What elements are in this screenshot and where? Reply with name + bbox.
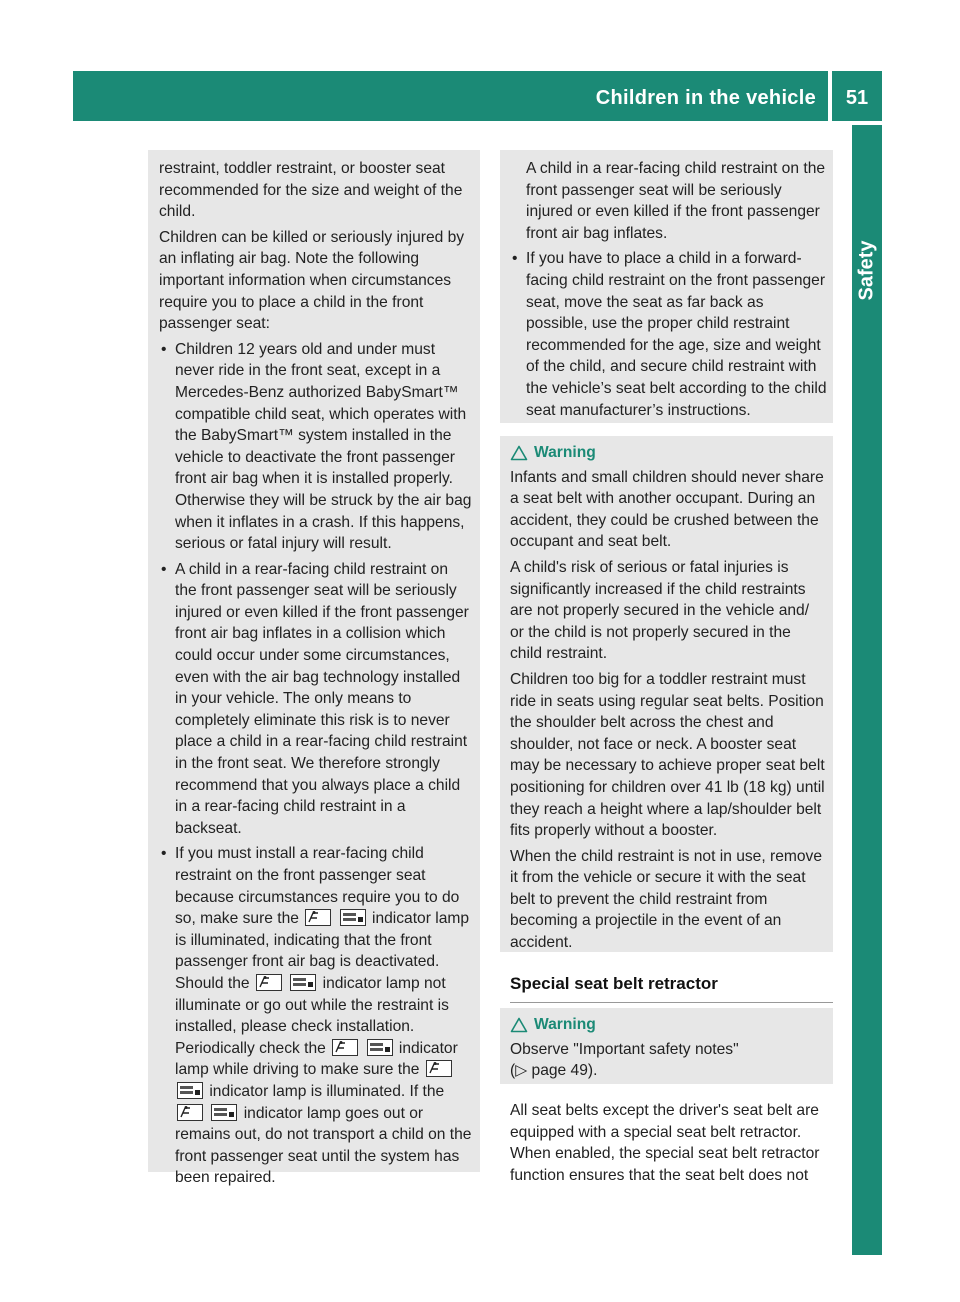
side-tab-label: Safety <box>855 239 878 301</box>
right-info-box <box>500 150 833 423</box>
chapter-title: Children in the vehicle <box>595 87 816 109</box>
warning-header <box>510 442 827 464</box>
pass-airbag-off-icon <box>177 1082 203 1099</box>
pass-airbag-off-icon <box>290 974 316 991</box>
warning-triangle-icon <box>510 1017 528 1033</box>
side-tab-label-wrap <box>852 200 882 340</box>
intro-paragraph-2: Children can be killed or seriously injured by an inflating air bag. Note the following important information when circumstances require you to place a child in the front passenger seat: <box>159 228 465 333</box>
warning-title: Warning <box>534 444 596 461</box>
list-item: • If you must install a rear-facing child restraint on the front passenger seat because circumstances require you to do so, make sure the indicator lamp is illuminated, indicating that the front passenger front air bag is deactivated. Should the indicator lamp not illuminate or go out while the restraint is installed, please check installation. Periodically check the indicator lamp while driving to make sure the indicator lamp is illuminated. If the indicator lamp goes out or remains out, do not transport a child on the front passenger seat until the system has been repaired. <box>161 845 472 1187</box>
warning-paragraph: A child's risk of serious or fatal injuries is significantly increased if the child restraints are not properly secured in the vehicle and/ or the child is not properly secured in the child restraint. <box>510 558 810 663</box>
warning-paragraph: Children too big for a toddler restraint must ride in seats using regular seat belts. Position the shoulder belt across the chest and shoulder, not face or neck. A booster seat may be necessary to achieve proper seat belt positioning for children over 41 lb (18 kg) until they reach a height where a lap/shoulder belt fits properly without a booster. <box>510 670 825 840</box>
bullet-mark: • <box>161 845 167 863</box>
pass-airbag-off-icon <box>367 1039 393 1056</box>
list-item: • Children 12 years old and under must never ride in the front seat, except in a Mercedes-Benz authorized BabySmart™ compatible child seat, which operates with the BabySmart™ system installed in the vehicle to deactivate the front passenger front air bag when it is installed properly. Otherwise they will be struck by the air bag when it inflates in a crash. If this happens, serious or fatal injury will result. <box>161 340 472 553</box>
warning-box <box>500 436 833 952</box>
section-heading: Special seat belt retractor <box>510 974 833 1003</box>
warning-header <box>510 1014 827 1036</box>
continued-text: A child in a rear-facing child restraint on the front passenger seat will be seriously injured or even killed if the front passenger front air bag inflates. <box>526 160 826 242</box>
list-item: • A child in a rear-facing child restraint on the front passenger seat will be seriously injured or even killed if the front passenger front air bag inflates in a collision which could occur under some circumstances, even with the air bag technology installed in your vehicle. The only means to completely eliminate this risk is to never place a child in a rear-facing child restraint in the front seat. We therefore strongly recommend that you always place a child in a rear-facing child restraint in a backseat. <box>161 560 469 837</box>
intro-paragraph-1: restraint, toddler restraint, or booster seat recommended for the size and weight of the child. <box>159 160 463 221</box>
warning-box-2 <box>500 1008 833 1084</box>
bullet-mark: • <box>161 340 167 358</box>
list-item: • If you have to place a child in a forward-facing child restraint on the front passenger seat, move the seat as far back as possible, use the proper child restraint recommended for the age, size and weight of the child, and secure child restraint with the vehicle’s seat belt according to the child seat manufacturer’s instructions. <box>512 250 827 419</box>
pass-airbag-off-icon <box>305 909 331 926</box>
left-info-box <box>148 150 480 1187</box>
pass-airbag-off-icon <box>340 909 366 926</box>
warning-paragraph: When the child restraint is not in use, remove it from the vehicle or secure it with the seat belt to prevent the child restraint from becoming a projectile in the event of an accident. <box>510 847 823 952</box>
warning-text: Observe "Important safety notes" <box>510 1040 739 1058</box>
bullet-mark: • <box>512 250 518 268</box>
body-paragraph: All seat belts except the driver's seat belt are equipped with a special seat belt retractor. When enabled, the special seat belt retractor function ensures that the seat belt does not <box>510 1102 820 1184</box>
page-reference-link[interactable]: (▷ page 49). <box>510 1062 598 1080</box>
bullet-mark: • <box>161 560 167 578</box>
pass-airbag-off-icon <box>256 974 282 991</box>
warning-triangle-icon <box>510 445 528 461</box>
page-number: 51 <box>832 71 882 121</box>
pass-airbag-off-icon <box>426 1060 452 1077</box>
warning-paragraph: Infants and small children should never share a seat belt with another occupant. During an accident, they could be crushed between the occupant and seat belt. <box>510 468 824 551</box>
pass-airbag-off-icon <box>332 1039 358 1056</box>
pass-airbag-off-icon <box>211 1104 237 1121</box>
warning-title: Warning <box>534 1016 596 1033</box>
header-bar <box>73 71 828 121</box>
pass-airbag-off-icon <box>177 1104 203 1121</box>
